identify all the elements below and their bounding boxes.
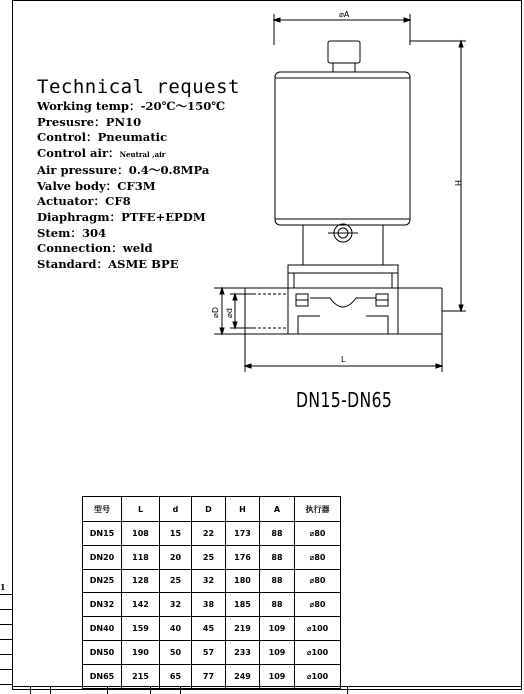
dim-a-label: ⌀A [339, 10, 350, 19]
table-cell: 128 [122, 569, 160, 593]
table-cell: 108 [122, 522, 160, 546]
flow-path [298, 316, 320, 334]
table-cell: 142 [122, 593, 160, 617]
table-cell: 65 [160, 664, 192, 688]
table-cell: 176 [226, 545, 260, 569]
table-cell: 45 [192, 617, 226, 641]
table-cell: 180 [226, 569, 260, 593]
actuator-knob [328, 41, 360, 63]
table-cell: 233 [226, 640, 260, 664]
spec-line: Standard：ASME BPE [37, 257, 179, 272]
table-cell: 173 [226, 522, 260, 546]
table-cell: 215 [122, 664, 160, 688]
table-header-cell: 执行器 [295, 497, 341, 522]
table-cell: 109 [260, 640, 295, 664]
spec-line: Actuator：CF8 [37, 194, 131, 209]
table-row [83, 617, 341, 641]
spec-line: Connection：weld [37, 241, 153, 256]
table-row [83, 522, 341, 546]
table-cell: DN50 [83, 640, 122, 664]
table-cell: DN32 [83, 593, 122, 617]
technical-request-title: Technical request [37, 76, 240, 98]
table-cell: DN65 [83, 664, 122, 688]
table-cell: ⌀80 [295, 593, 341, 617]
table-row [83, 593, 341, 617]
dimension-table [82, 496, 341, 689]
dim-D-label: ⌀D [211, 307, 220, 318]
table-header-cell: D [192, 497, 226, 522]
table-header-cell: A [260, 497, 295, 522]
table-cell: 88 [260, 569, 295, 593]
table-cell: 57 [192, 640, 226, 664]
side-strip-cell [0, 640, 12, 655]
table-cell: 20 [160, 545, 192, 569]
side-strip-cell [0, 625, 12, 640]
table-row [83, 545, 341, 569]
side-revision-strip [0, 580, 12, 690]
table-cell: 185 [226, 593, 260, 617]
table-header-cell: d [160, 497, 192, 522]
side-strip-label: 1 [0, 580, 12, 595]
valve-body [288, 288, 398, 334]
bonnet-clamp [288, 273, 398, 288]
table-cell: 22 [192, 522, 226, 546]
spec-line: Diaphragm：PTFE+EPDM [37, 209, 206, 224]
table-cell: 88 [260, 545, 295, 569]
side-strip-cell [0, 655, 12, 670]
dim-l-label: L [341, 355, 346, 364]
table-cell: ⌀100 [295, 664, 341, 688]
table-cell: 25 [192, 545, 226, 569]
table-cell: ⌀100 [295, 617, 341, 641]
actuator-body [275, 72, 410, 225]
table-cell: 109 [260, 617, 295, 641]
table-cell: DN40 [83, 617, 122, 641]
table-cell: ⌀80 [295, 569, 341, 593]
table-header-cell: L [122, 497, 160, 522]
table-cell: 159 [122, 617, 160, 641]
table-header-row [83, 497, 341, 522]
table-header-cell: H [226, 497, 260, 522]
side-strip-cell [0, 595, 12, 610]
table-cell: 25 [160, 569, 192, 593]
table-cell: 88 [260, 522, 295, 546]
table-cell: 40 [160, 617, 192, 641]
side-strip-cell [0, 670, 12, 685]
table-cell: 109 [260, 664, 295, 688]
spec-line: Air pressure：0.4～0.8MPa [37, 162, 210, 177]
flow-path [366, 316, 388, 334]
spec-line: Valve body：CF3M [37, 178, 156, 193]
spec-line: Control：Pneumatic [37, 130, 168, 145]
table-cell: ⌀80 [295, 522, 341, 546]
table-cell: 32 [192, 569, 226, 593]
table-cell: 38 [192, 593, 226, 617]
table-cell: 15 [160, 522, 192, 546]
table-cell: 32 [160, 593, 192, 617]
spec-line: Presusre：PN10 [37, 114, 142, 129]
bonnet-flange [288, 265, 398, 273]
table-row [83, 664, 341, 688]
dn-range-caption: DN15-DN65 [296, 388, 393, 412]
side-strip-cell [0, 610, 12, 625]
table-header-cell: 型号 [83, 497, 122, 522]
table-cell: 249 [226, 664, 260, 688]
table-cell: 219 [226, 617, 260, 641]
dim-h-label: H [453, 180, 462, 187]
table-cell: ⌀80 [295, 545, 341, 569]
spec-line: Working temp：-20℃～150℃ [37, 99, 226, 113]
spec-line: Stem：304 [37, 225, 107, 240]
table-cell: 88 [260, 593, 295, 617]
table-cell: DN15 [83, 522, 122, 546]
dim-d-label: ⌀d [225, 308, 234, 318]
table-cell: ⌀100 [295, 640, 341, 664]
table-cell: 190 [122, 640, 160, 664]
table-cell: DN20 [83, 545, 122, 569]
table-cell: DN25 [83, 569, 122, 593]
diaphragm-weir [310, 298, 376, 307]
table-row [83, 640, 341, 664]
table-cell: 118 [122, 545, 160, 569]
spec-line: Control air：Neutral ,air [37, 146, 166, 161]
table-cell: 50 [160, 640, 192, 664]
table-row [83, 569, 341, 593]
table-cell: 77 [192, 664, 226, 688]
